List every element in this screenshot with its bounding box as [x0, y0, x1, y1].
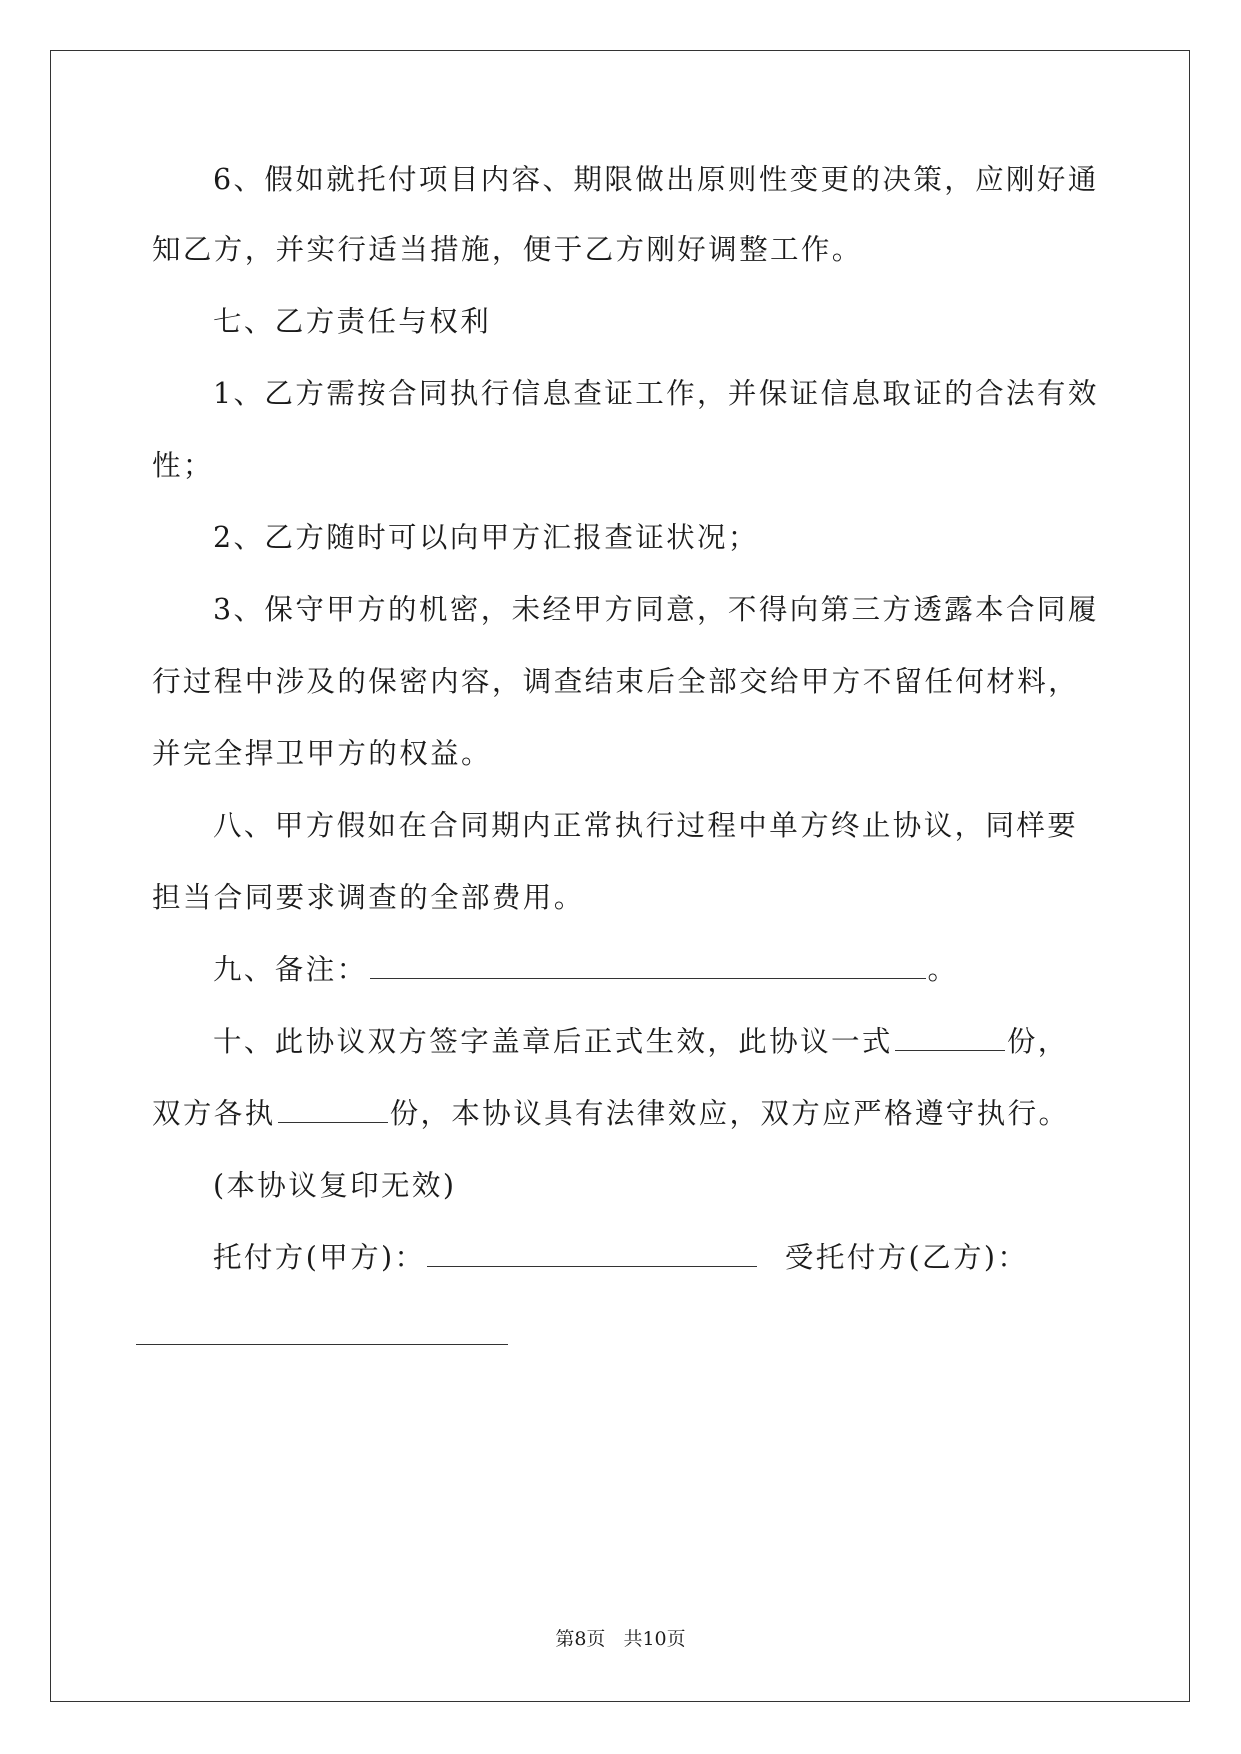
remarks-label: 九、备注：	[213, 953, 368, 986]
paragraph-line: 行过程中涉及的保密内容，调查结束后全部交给甲方不留任何材料，	[152, 665, 1080, 698]
remarks-end: 。	[927, 953, 959, 986]
copy-invalid-note: (本协议复印无效)	[213, 1169, 457, 1202]
copies-text: 十、此协议双方签字盖章后正式生效，此协议一式	[213, 1025, 893, 1058]
page-number: 第8页	[555, 1628, 606, 1650]
signature-line	[213, 1238, 1028, 1278]
paragraph-line: 并完全捍卫甲方的权益。	[152, 737, 492, 770]
party-a-signature-blank[interactable]	[427, 1238, 757, 1267]
copies-each-blank[interactable]	[278, 1094, 388, 1123]
page-footer	[0, 1624, 1241, 1651]
copies-line	[213, 1022, 1069, 1062]
paragraph-line: 6、假如就托付项目内容、期限做出原则性变更的决策，应刚好通	[213, 163, 1099, 196]
copies-each-text: 双方各执	[152, 1097, 276, 1130]
paragraph-line: 2、乙方随时可以向甲方汇报查证状况；	[213, 521, 759, 554]
remarks-line	[213, 950, 958, 990]
paragraph-line: 担当合同要求调查的全部费用。	[152, 881, 585, 914]
party-b-signature-blank[interactable]	[136, 1344, 508, 1345]
copies-each-line	[152, 1094, 1069, 1134]
page-border	[50, 50, 1190, 1702]
paragraph-line: 性；	[152, 449, 214, 482]
page-total: 共10页	[623, 1628, 686, 1650]
copies-unit: 份，	[1006, 1025, 1069, 1058]
paragraph-line: 知乙方，并实行适当措施，便于乙方刚好调整工作。	[152, 233, 863, 266]
paragraph-line: 1、乙方需按合同执行信息查证工作，并保证信息取证的合法有效	[213, 377, 1099, 410]
party-b-label: 受托付方(乙方)：	[784, 1241, 1029, 1274]
party-a-label: 托付方(甲方)：	[213, 1241, 426, 1274]
paragraph-line: 八、甲方假如在合同期内正常执行过程中单方终止协议，同样要	[213, 809, 1079, 842]
copies-each-rest: 份，本协议具有法律效应，双方应严格遵守执行。	[389, 1097, 1070, 1130]
paragraph-line: 3、保守甲方的机密，未经甲方同意，不得向第三方透露本合同履	[213, 593, 1099, 626]
copies-count-blank[interactable]	[895, 1022, 1005, 1051]
section-heading-7: 七、乙方责任与权利	[213, 305, 492, 338]
remarks-blank[interactable]	[370, 950, 926, 979]
